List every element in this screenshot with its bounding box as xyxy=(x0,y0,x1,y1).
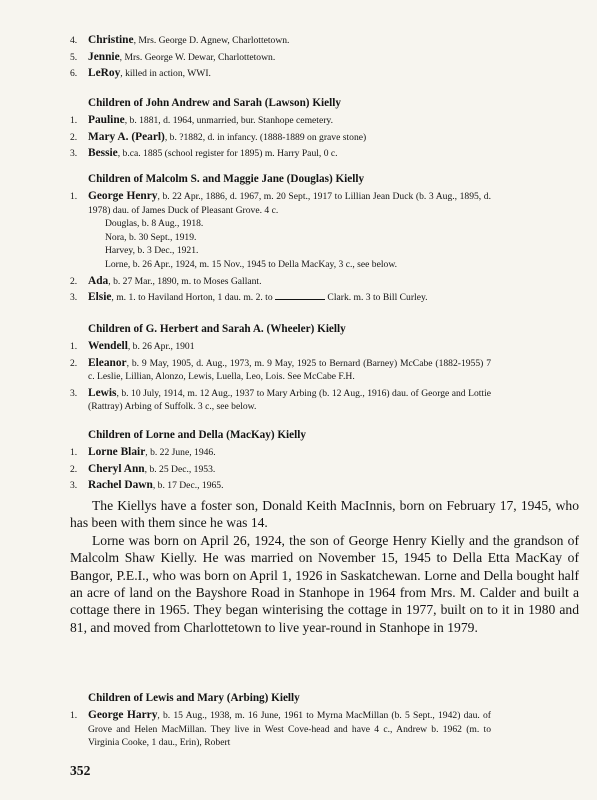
top-list xyxy=(0,34,509,81)
list-item: 4. Christine, Mrs. George D. Agnew, Charlottetown. xyxy=(70,34,290,46)
list-item: 2. Mary A. (Pearl), b. ?1882, d. in infancy. (1888-1889 on grave stone) xyxy=(70,130,367,143)
sub-entry: Harvey, b. 3 Dec., 1921. xyxy=(105,245,199,257)
list-item: 2. Ada, b. 27 Mar., 1890, m. to Moses Gallant. xyxy=(70,274,262,287)
section-g-herbert xyxy=(0,322,509,414)
section-heading: Children of John Andrew and Sarah (Lawson) Kielly xyxy=(88,97,341,109)
sub-entry: Douglas, b. 8 Aug., 1918. xyxy=(105,218,204,230)
sub-entry: Lorne, b. 26 Apr., 1924, m. 15 Nov., 1945 to Della MacKay, 3 c., see below. xyxy=(105,258,398,270)
section-heading: Children of Lewis and Mary (Arbing) Kielly xyxy=(88,692,300,704)
list-item: 1. George Harry, b. 15 Aug., 1938, m. 16 June, 1961 to Myrna MacMillan (b. 5 Sept., 1942) dau. of Grove and Helen MacMillan. They live in West Cove-head and have 4 c., Andrew b. 1962 (m. to Virginia Cooke, 1 dau., Erin), Robert xyxy=(70,709,491,749)
section-malcolm xyxy=(0,172,509,305)
list-item: 3. Bessie, b.ca. 1885 (school register for 1895) m. Harry Paul, 0 c. xyxy=(70,147,338,160)
list-item: 1. George Henry, b. 22 Apr., 1886, d. 1967, m. 20 Sept., 1917 to Lillian Jean Duck (b. 3 Aug., 1895, d. 1978) dau. of James Duck of Pleasant Grove. 4 c. xyxy=(70,190,491,216)
sub-entry: Nora, b. 30 Sept., 1919. xyxy=(105,231,197,243)
section-heading: Children of G. Herbert and Sarah A. (Wheeler) Kielly xyxy=(88,323,346,335)
section-heading: Children of Lorne and Della (MacKay) Kielly xyxy=(88,429,306,441)
list-item: 1. Lorne Blair, b. 22 June, 1946. xyxy=(70,446,216,458)
section-john-andrew xyxy=(0,96,509,161)
list-item: 3. Rachel Dawn, b. 17 Dec., 1965. xyxy=(70,479,224,492)
list-item: 5. Jennie, Mrs. George W. Dewar, Charlottetown. xyxy=(70,50,276,63)
section-lewis xyxy=(0,691,509,750)
page-number: 352 xyxy=(70,763,91,778)
list-item: 1. Pauline, b. 1881, d. 1964, unmarried, bur. Stanhope cemetery. xyxy=(70,114,333,126)
list-item: 6. LeRoy, killed in action, WWI. xyxy=(70,67,211,80)
list-item: 2. Cheryl Ann, b. 25 Dec., 1953. xyxy=(70,462,216,475)
section-lorne xyxy=(0,428,509,493)
paragraph: The Kiellys have a foster son, Donald Keith MacInnis, born on February 17, 1945, who has been with them since he was 14. xyxy=(70,498,579,531)
paragraph: Lorne was born on April 26, 1924, the son of George Henry Kielly and the grandson of Malcolm Shaw Kielly. He was married on November 15, 1945 to Della Etta MacKay of Bangor, P.E.I., who was born on April 1, 1926 in Saskatchewan. Lorne and Della bought half an acre of land on the Bayshore Road in Stanhope in 1964 from Mrs. M. Calder and built a cottage there in 1965. They began winterising the cottage in 1977, built on to it in 1980 and 81, and moved from Charlottetown to live year-round in Stanhope in 1979. xyxy=(70,532,579,635)
list-item: 3. Elsie, m. 1. to Haviland Horton, 1 dau. m. 2. to Clark. m. 3 to Bill Curley. xyxy=(70,291,428,304)
list-item: 2. Eleanor, b. 9 May, 1905, d. Aug., 1973, m. 9 May, 1925 to Bernard (Barney) McCabe (1882-1955) 7 c. Leslie, Lillian, Alonzo, Lewis, Luella, Leo, Lois. See McCabe F.H. xyxy=(70,356,491,383)
narrative xyxy=(0,497,597,636)
section-heading: Children of Malcolm S. and Maggie Jane (Douglas) Kielly xyxy=(88,173,365,185)
list-item: 3. Lewis, b. 10 July, 1914, m. 12 Aug., 1937 to Mary Arbing (b. 12 Aug., 1916) dau. of George and Lottie (Rattray) Arbing of Suffolk. 3 c., see below. xyxy=(70,386,491,413)
list-item: 1. Wendell, b. 26 Apr., 1901 xyxy=(70,340,195,352)
blank-line xyxy=(275,298,325,300)
